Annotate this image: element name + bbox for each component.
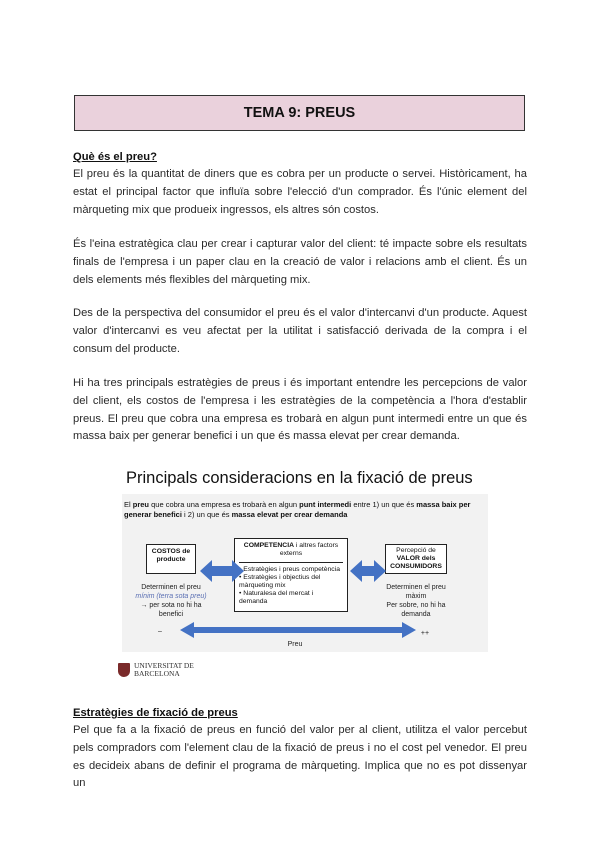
page-title-text: TEMA 9: PREUS (243, 105, 356, 121)
value-box: Percepció de VALOR dels CONSUMIDORS (385, 544, 447, 574)
price-axis-high: ++ (420, 630, 430, 637)
value-caption: Determinen el preu màxim Per sobre, no hi ha demanda (386, 584, 446, 618)
paragraph-1: El preu és la quantitat de diners que es cobra per un producte o servei. Històricament, ha estat el principal factor que influïa sobre l'elecció d'un comprador. És l'únic element del màrqueting mix que produeix ingressos, els altres són costos. (73, 168, 527, 216)
price-axis-arrow (180, 622, 416, 638)
figure-arrows (122, 494, 488, 652)
page-title (74, 95, 525, 131)
costs-box: COSTOS de producte (146, 544, 196, 574)
price-axis-low: – (158, 628, 162, 635)
paragraph-5: Pel que fa a la fixació de preus en funció del valor per al client, utilitza el valor percebut pels compradors com l'element clau de la fixació de preus i no el cost pel venedor. El preu es decideix abans de definir el programa de màrqueting. Implica que no es pot dissenyar un (73, 724, 527, 790)
figure-title: Principals consideracions en la fixació de preus (126, 469, 473, 487)
paragraph-3: Des de la perspectiva del consumidor el preu és el valor d'intercanvi d'un producte. Aquest valor d'intercanvi es veu afectat per la utilitat i satisfacció derivada de la compra i el consum del producte. (73, 307, 527, 355)
competition-bullet: • Estratègies i objectius del màrqueting mix (239, 574, 321, 589)
right-double-arrow (350, 560, 386, 582)
costs-caption: Determinen el preu mínim (terra sota preu) → per sota no hi ha benefici (135, 584, 207, 618)
section-heading-estrategies: Estratègies de fixació de preus (73, 707, 238, 719)
university-logo: UNIVERSITAT DE BARCELONA (118, 662, 194, 678)
figure-top-text: El preu que cobra una empresa es trobarà en algun punt intermedi entre 1) un que és massa baix per generar benefici i 2) un que és massa elevat per crear demanda (124, 500, 471, 519)
competition-bullet: • Naturalesa del mercat i demanda (239, 590, 314, 605)
paragraph-2: És l'eina estratègica clau per crear i capturar valor del client: té impacte sobre els resultats finals de l'empresa i un paper clau en la creació de valor i relacions amb el client. És un dels elements més flexibles del màrqueting mix. (73, 238, 527, 286)
section-heading-que-es-el-preu: Què és el preu? (73, 151, 157, 163)
paragraph-4: Hi ha tres principals estratègies de preus i és important entendre les percepcions de valor del client, els costos de l'empresa i les estratègies de la competència a l'hora d'establir preus. El preu que cobra una empresa es trobarà en algun punt intermedi entre un que és massa baix per generar benefici i un que és massa elevat per crear demanda. (73, 377, 527, 443)
price-axis-label: Preu (287, 641, 303, 648)
university-shield-icon (118, 663, 130, 677)
competition-bullet: Estratègies i preus competència (243, 566, 340, 573)
left-double-arrow (200, 560, 244, 582)
competition-box: COMPETENCIA i altres factors externs Estratègies i preus competència • Estratègies i objectius del màrqueting mix • Naturalesa del mercat i demanda (234, 538, 348, 612)
